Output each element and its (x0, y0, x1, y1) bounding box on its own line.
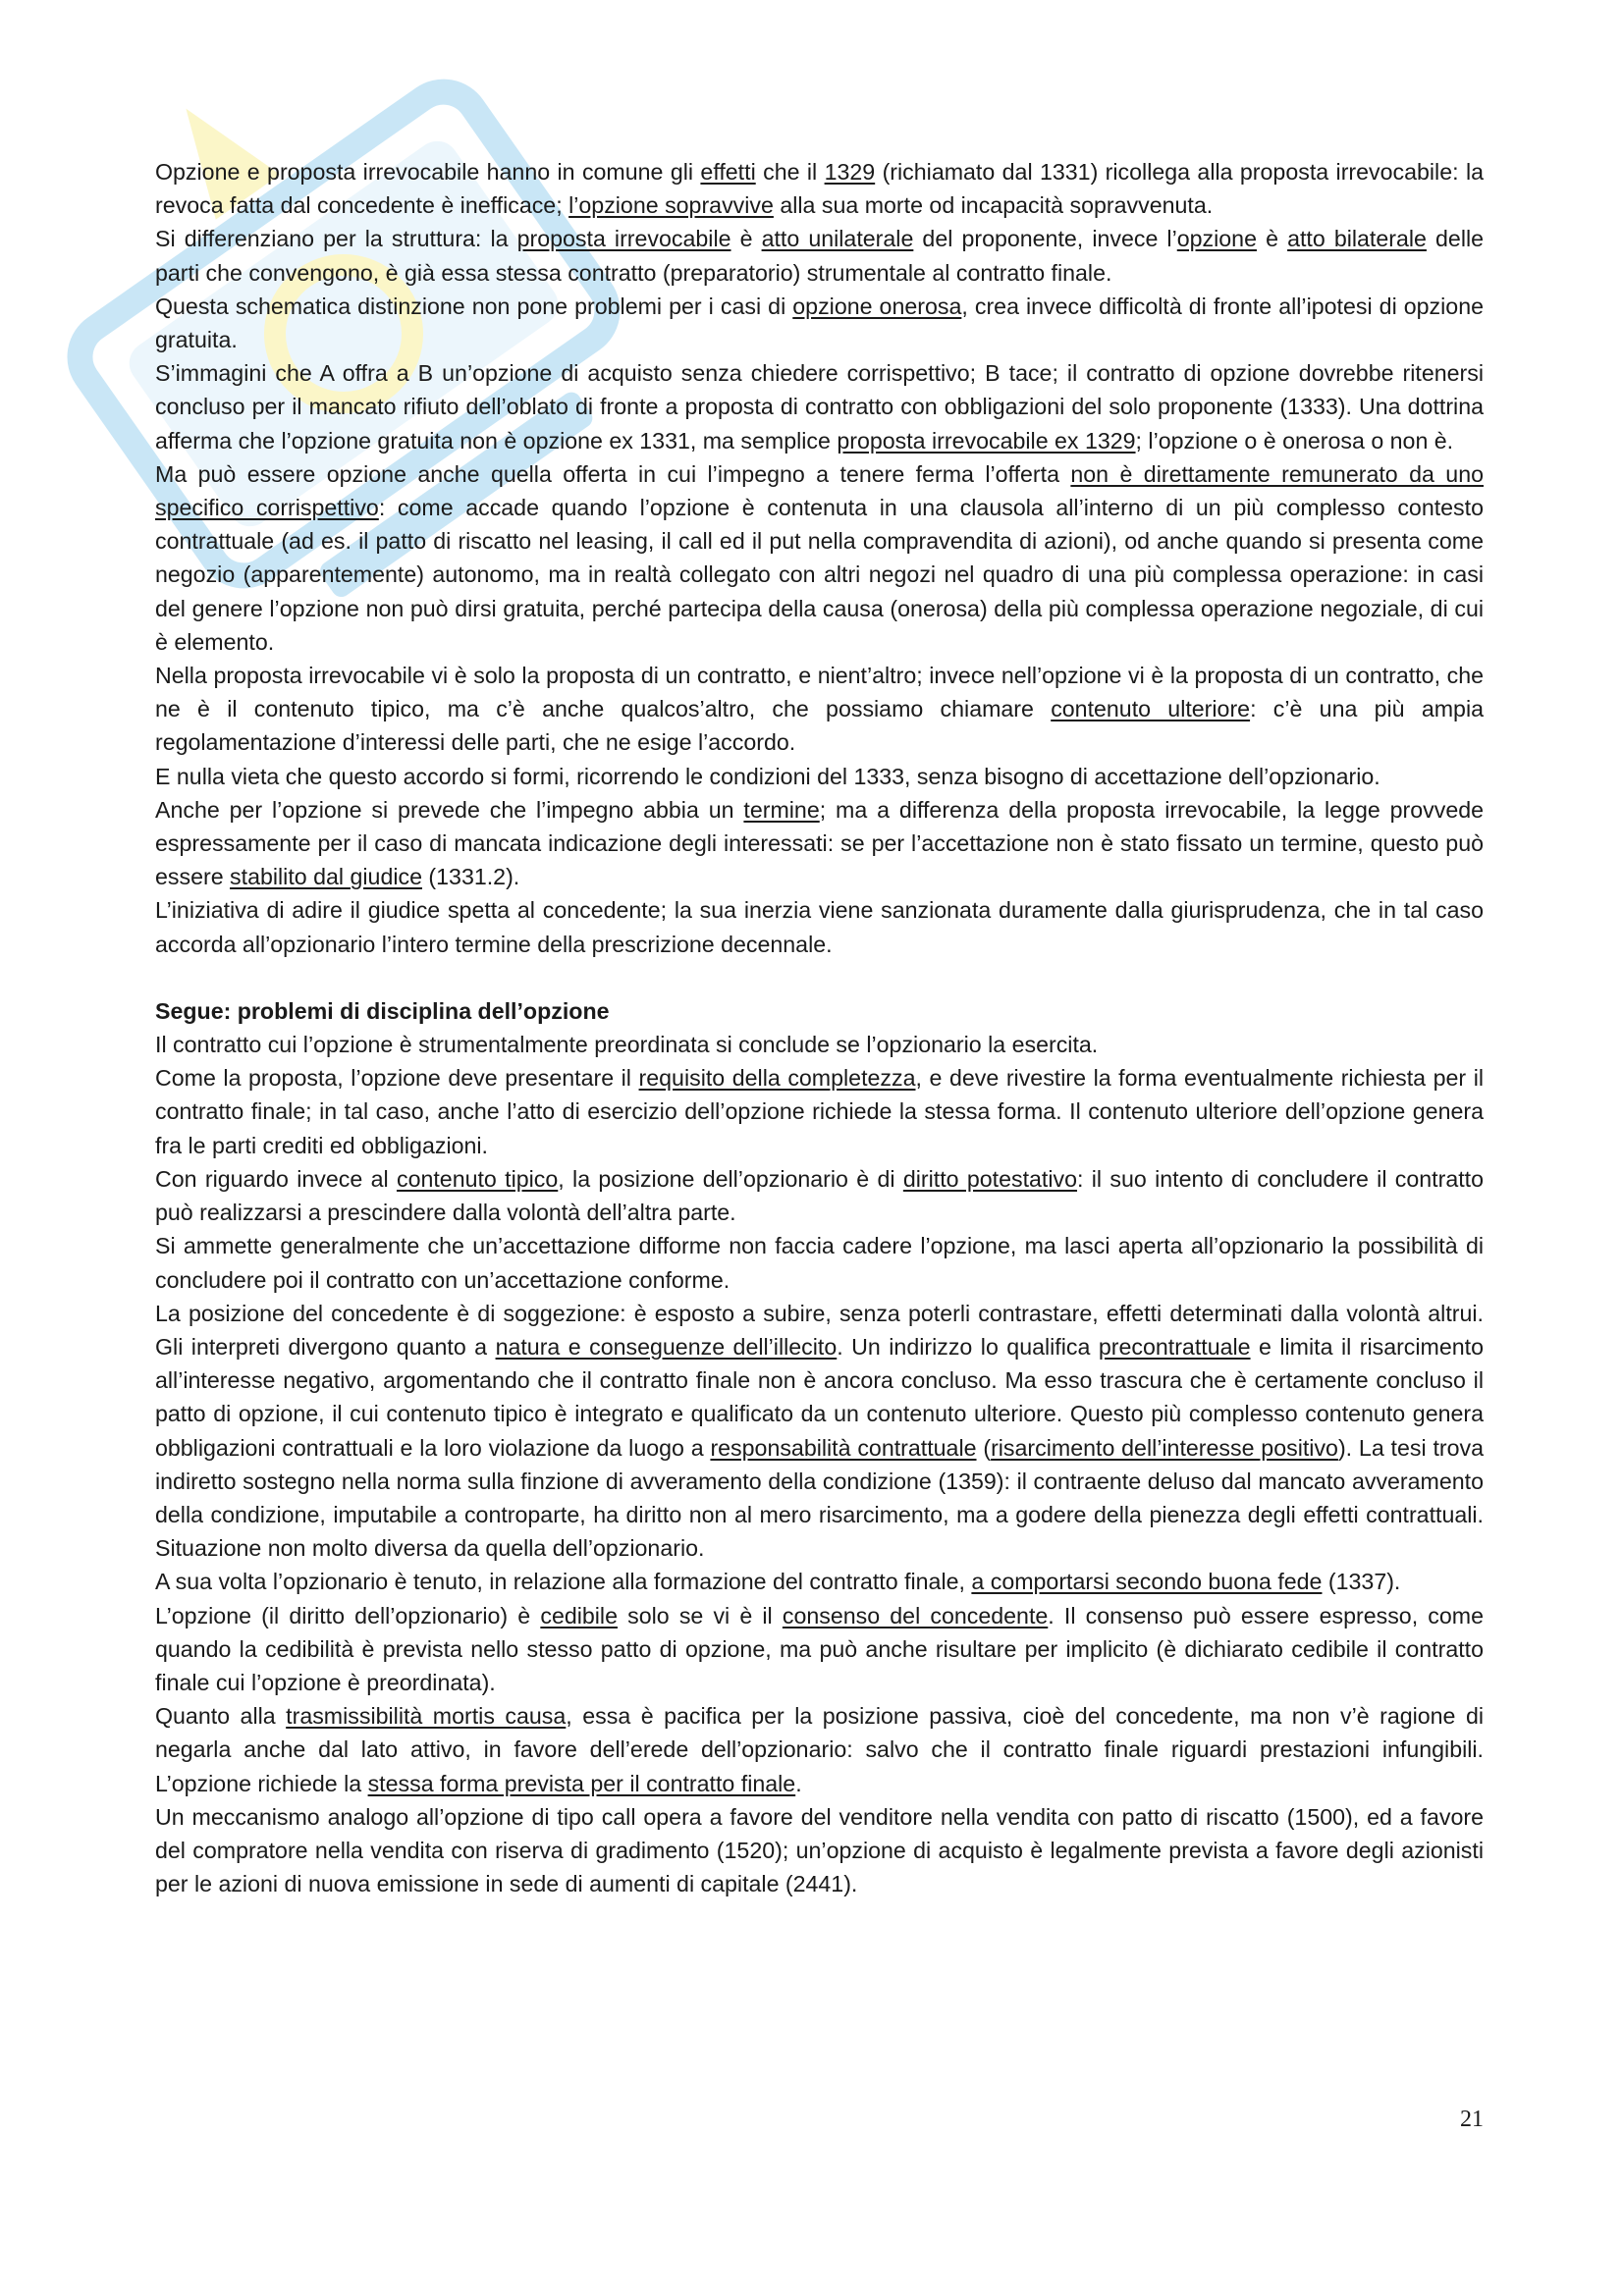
main-paragraphs (155, 155, 1484, 961)
underlined-term: l’opzione sopravvive (568, 192, 774, 219)
paragraph (155, 893, 1484, 960)
text-run: La posizione del concedente è di soggezione: è esposto a subire, senza poterli contrastare, effetti determinati dalla volontà altrui. Gli interpreti divergono quanto a (155, 1300, 1484, 1360)
text-run: Si differenziano per la struttura: la (155, 226, 517, 252)
text-run: : come accade quando l’opzione è contenuta in una clausola all’interno di un più complesso contesto contrattuale (ad es. il patto di riscatto nel leasing, il call ed il put nella compravendita di azioni), od anche quando si presenta come negozio (apparentemente) autonomo, ma in realtà collegato con altri negozi nel quadro di una più complessa operazione: in casi del genere l’opzione non può dirsi gratuita, perché partecipa della causa (onerosa) della più complessa operazione negoziale, di cui è elemento. (155, 495, 1484, 655)
text-run: Opzione e proposta irrevocabile hanno in comune gli (155, 159, 701, 185)
underlined-term: trasmissibilità mortis causa (286, 1703, 567, 1730)
text-run: E nulla vieta che questo accordo si formi, ricorrendo le condizioni del 1333, senza bisogno di accettazione dell’opzionario. (155, 763, 1380, 789)
text-run: Nella proposta irrevocabile vi è solo la proposta di un contratto, e nient’altro; invece nell’opzione vi è la proposta di un contratto, che ne è il contenuto tipico, ma c’è anche qualcos’altro, che possiamo chiamare (155, 663, 1484, 722)
paragraph (155, 290, 1484, 356)
text-run: alla sua morte od incapacità sopravvenuta. (773, 192, 1214, 219)
text-run: , e deve rivestire la forma eventualmente richiesta per il contratto finale; in tal caso, anche l’atto di esercizio dell’opzione richiede la stessa forma. Il contenuto ulteriore dell’opzione genera fra le parti crediti ed obbligazioni. (155, 1065, 1485, 1158)
underlined-term: precontrattuale (1098, 1333, 1251, 1360)
text-run: è (1256, 226, 1288, 252)
paragraph (155, 457, 1484, 659)
underlined-term: responsabilità contrattuale (710, 1434, 977, 1461)
paragraph (155, 659, 1484, 760)
paragraph (155, 1061, 1484, 1162)
paragraph (155, 155, 1484, 222)
underlined-term: contenuto ulteriore (1051, 696, 1251, 722)
text-run: L’opzione (il diritto dell’opzionario) è (155, 1602, 541, 1629)
text-run: . (795, 1770, 802, 1796)
document-body (155, 155, 1484, 1900)
underlined-term: stessa forma prevista per il contratto finale (367, 1770, 796, 1796)
text-run: (1337). (1322, 1569, 1401, 1595)
text-run: è (730, 226, 762, 252)
underlined-term: effetti (700, 159, 756, 185)
paragraph (155, 356, 1484, 457)
underlined-term: consenso del concedente (782, 1602, 1049, 1629)
text-run: : il suo intento di concludere il contratto può realizzarsi a prescindere dalla volontà dell’altra parte. (155, 1165, 1485, 1226)
underlined-term: contenuto tipico (396, 1165, 559, 1192)
text-run: ). La tesi trova indiretto sostegno nella norma sulla finzione di avveramento della condizione (1359): il contraente deluso dal mancato avveramento della condizione, imputabile a controparte, ha diritto non al mero risarcimento, ma a godere della pienezza degli effetti contrattuali. Situazione non molto diversa da quella dell’opzionario. (155, 1434, 1484, 1562)
underlined-term: a comportarsi secondo buona fede (971, 1569, 1323, 1595)
text-run: Il contratto cui l’opzione è strumentalmente preordinata si conclude se l’opzionario la esercita. (155, 1032, 1099, 1058)
paragraph (155, 1565, 1484, 1598)
underlined-term: opzione (1176, 226, 1257, 252)
paragraph (155, 1162, 1484, 1229)
underlined-term: non è direttamente remunerato da uno specifico corrispettivo (155, 460, 1484, 521)
text-run: Come la proposta, l’opzione deve presentare il (155, 1065, 639, 1092)
text-run: S’immagini che A offra a B un’opzione di acquisto senza chiedere corrispettivo; B tace; il contratto di opzione dovrebbe ritenersi concluso per il mancato rifiuto dell’oblato di fronte a proposta di contratto con obbligazioni del solo proponente (1333). Una dottrina afferma che l’opzione gratuita non è opzione ex 1331, ma semplice (155, 360, 1484, 454)
text-run: Con riguardo invece al (155, 1165, 397, 1192)
underlined-term: natura e conseguenze dell’illecito (495, 1333, 838, 1360)
paragraph (155, 793, 1484, 894)
paragraph (155, 760, 1484, 793)
underlined-term: diritto potestativo (902, 1165, 1078, 1192)
text-run: ; ma a differenza della proposta irrevocabile, la legge provvede espressamente per il caso di mancata indicazione degli interessati: se per l’accettazione non è stato fissato un termine, questo può essere (155, 796, 1485, 890)
text-run: . Il consenso può essere espresso, come quando la cedibilità è prevista nello stesso patto di opzione, ma può anche risultare per implicito (è dichiarato cedibile il contratto finale cui l’opzione è preordinata). (155, 1602, 1484, 1695)
text-run: del proponente, invece l’ (913, 226, 1177, 252)
paragraph (155, 1800, 1484, 1901)
text-run: (1331.2). (421, 864, 520, 890)
page-number: 21 (1460, 2107, 1484, 2132)
underlined-term: proposta irrevocabile ex 1329 (837, 427, 1136, 454)
paragraph (155, 1028, 1484, 1061)
paragraph (155, 222, 1484, 289)
underlined-term: opzione onerosa (792, 293, 962, 319)
text-run: Quanto alla (155, 1703, 287, 1730)
text-run: , crea invece difficoltà di fronte all’ipotesi di opzione gratuita. (155, 293, 1484, 353)
text-run: ( (976, 1434, 992, 1461)
underlined-term: atto bilaterale (1287, 226, 1427, 252)
underlined-term: atto unilaterale (761, 226, 914, 252)
text-run: ; l’opzione o è onerosa o non è. (1135, 427, 1454, 454)
text-run: che il (755, 159, 825, 185)
text-run: A sua volta l’opzionario è tenuto, in relazione alla formazione del contratto finale, (155, 1569, 972, 1595)
paragraph (155, 1229, 1484, 1296)
underlined-term: requisito della completezza (638, 1065, 916, 1092)
underlined-term: proposta irrevocabile (516, 226, 731, 252)
text-run: L’iniziativa di adire il giudice spetta al concedente; la sua inerzia viene sanzionata duramente dalla giurisprudenza, che in tal caso accorda all’opzionario l’intero termine della prescrizione decennale. (155, 897, 1484, 957)
underlined-term: stabilito dal giudice (230, 864, 422, 890)
underlined-term: risarcimento dell’interesse positivo (991, 1434, 1338, 1461)
text-run: e limita il risarcimento all’interesse negativo, argomentando che il contratto finale non è ancora concluso. Ma esso trascura che è certamente concluso il patto di opzione, il cui contenuto tipico è integrato e qualificato da un contenuto ulteriore. Questo più complesso contenuto genera obbligazioni contrattuali e la loro violazione da luogo a (155, 1333, 1485, 1461)
text-run: (richiamato dal 1331) ricollega alla proposta irrevocabile: la revoca fatta dal concedente è inefficace; (155, 159, 1484, 219)
text-run: . Un indirizzo lo qualifica (837, 1333, 1099, 1360)
underlined-term: cedibile (540, 1602, 618, 1629)
text-run: , essa è pacifica per la posizione passiva, cioè del concedente, ma non v’è ragione di negarla anche dal lato attivo, in favore dell’erede dell’opzionario: salvo che il contratto finale riguardi prestazioni infungibili. L’opzione richiede la (155, 1703, 1484, 1796)
section-heading: Segue: problemi di disciplina dell’opzione (155, 997, 610, 1024)
text-run: Ma può essere opzione anche quella offerta in cui l’impegno a tenere ferma l’offerta (155, 460, 1071, 487)
section-paragraphs (155, 1028, 1484, 1900)
paragraph (155, 1699, 1484, 1800)
paragraph (155, 1297, 1484, 1566)
text-run: solo se vi è il (617, 1602, 783, 1629)
text-run: , la posizione dell’opzionario è di (558, 1165, 903, 1192)
text-run: Anche per l’opzione si prevede che l’impegno abbia un (155, 796, 744, 823)
text-run: Si ammette generalmente che un’accettazione difforme non faccia cadere l’opzione, ma lasci aperta all’opzionario la possibilità di concludere poi il contratto con un’accettazione conforme. (155, 1233, 1484, 1293)
text-run: Questa schematica distinzione non pone problemi per i casi di (155, 293, 793, 319)
text-run: : c’è una più ampia regolamentazione d’interessi delle parti, che ne esige l’accordo. (155, 696, 1484, 756)
text-run: delle parti che convengono, è già essa stessa contratto (preparatorio) strumentale al contratto finale. (155, 226, 1485, 286)
text-run: Un meccanismo analogo all’opzione di tipo call opera a favore del venditore nella vendita con patto di riscatto (1500), ed a favore del compratore nella vendita con riserva di gradimento (1520); un’opzione di acquisto è legalmente prevista a favore degli azionisti per le azioni di nuova emissione in sede di aumenti di capitale (2441). (155, 1803, 1484, 1897)
paragraph (155, 1599, 1484, 1700)
underlined-term: termine (743, 796, 820, 823)
underlined-term: 1329 (824, 159, 876, 185)
